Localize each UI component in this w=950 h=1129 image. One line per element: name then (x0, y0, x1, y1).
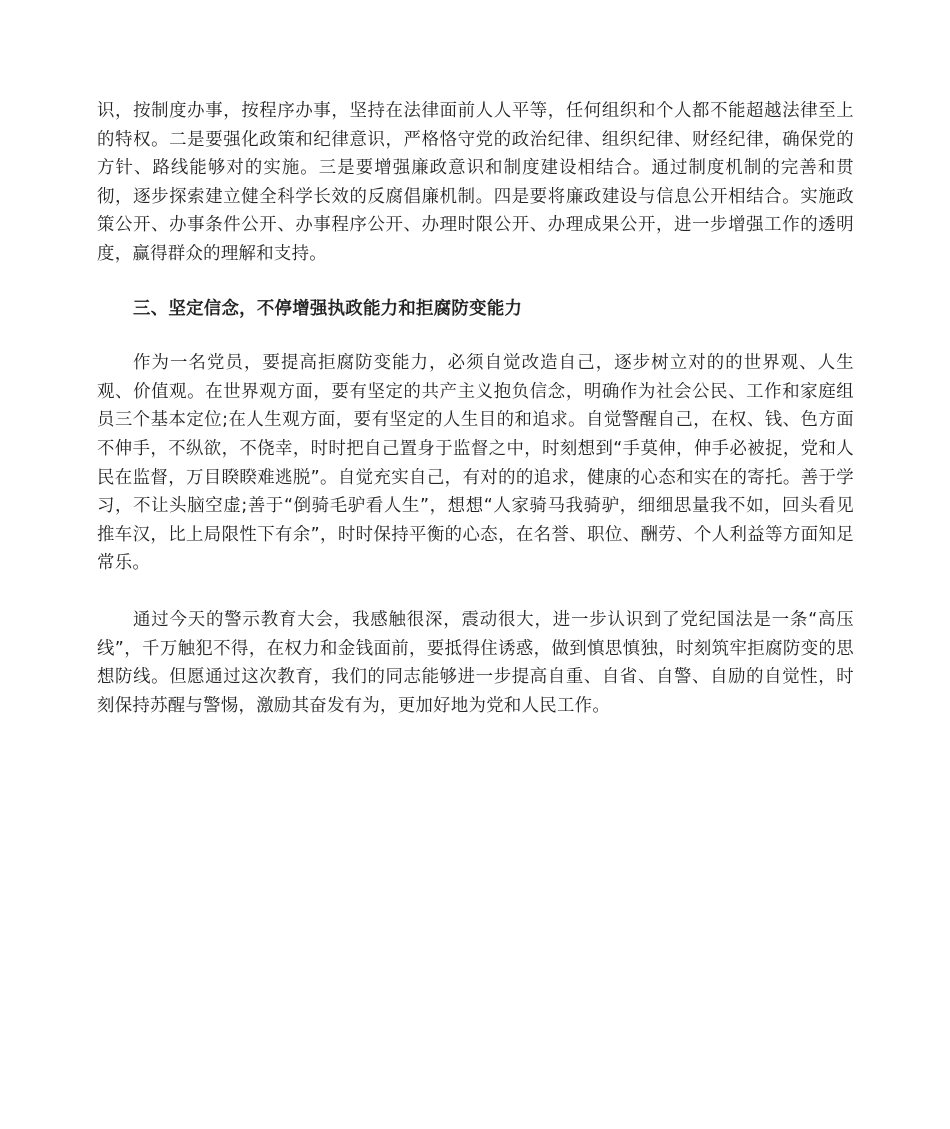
paragraph-section-3: 作为一名党员，要提高拒腐防变能力，必须自觉改造自己，逐步树立对的的世界观、人生观、价值观。在世界观方面，要有坚定的共产主义抱负信念，明确作为社会公民、工作和家庭组员三个基本定位;在人生观方面，要有坚定的人生目的和追求。自觉警醒自己，在权、钱、色方面不伸手，不纵欲，不侥幸，时时把自己置身于监督之中，时刻想到“手莫伸，伸手必被捉，党和人民在监督，万目睽睽难逃脱”。自觉充实自己，有对的的追求，健康的心态和实在的寄托。善于学习，不让头脑空虚;善于“倒骑毛驴看人生”，想想“人家骑马我骑驴，细细思量我不如，回头看见推车汉，比上局限性下有余”，时时保持平衡的心态，在名誉、职位、酬劳、个人利益等方面知足常乐。 (97, 353, 854, 574)
document-page (97, 97, 854, 720)
section-heading-3: 三、坚定信念，不停增强执政能力和拒腐防变能力 (133, 298, 523, 319)
paragraph-conclusion: 通过今天的警示教育大会，我感触很深，震动很大，进一步认识到了党纪国法是一条“高压线”，千万触犯不得，在权力和金钱面前，要抵得住诱惑，做到慎思慎独，时刻筑牢拒腐防变的思想防线。但愿通过这次教育，我们的同志能够进一步提高自重、自省、自警、自励的自觉性，时刻保持苏醒与警惕，激励其奋发有为，更加好地为党和人民工作。 (97, 609, 854, 716)
paragraph-continuation: 识，按制度办事，按程序办事，坚持在法律面前人人平等，任何组织和个人都不能超越法律至上的特权。二是要强化政策和纪律意识，严格恪守党的政治纪律、组织纪律、财经纪律，确保党的方针、路线能够对的实施。三是要增强廉政意识和制度建设相结合。通过制度机制的完善和贯彻，逐步探索建立健全科学长效的反腐倡廉机制。四是要将廉政建设与信息公开相结合。实施政策公开、办事条件公开、办事程序公开、办理时限公开、办理成果公开，进一步增强工作的透明度，赢得群众的理解和支持。 (97, 101, 854, 264)
